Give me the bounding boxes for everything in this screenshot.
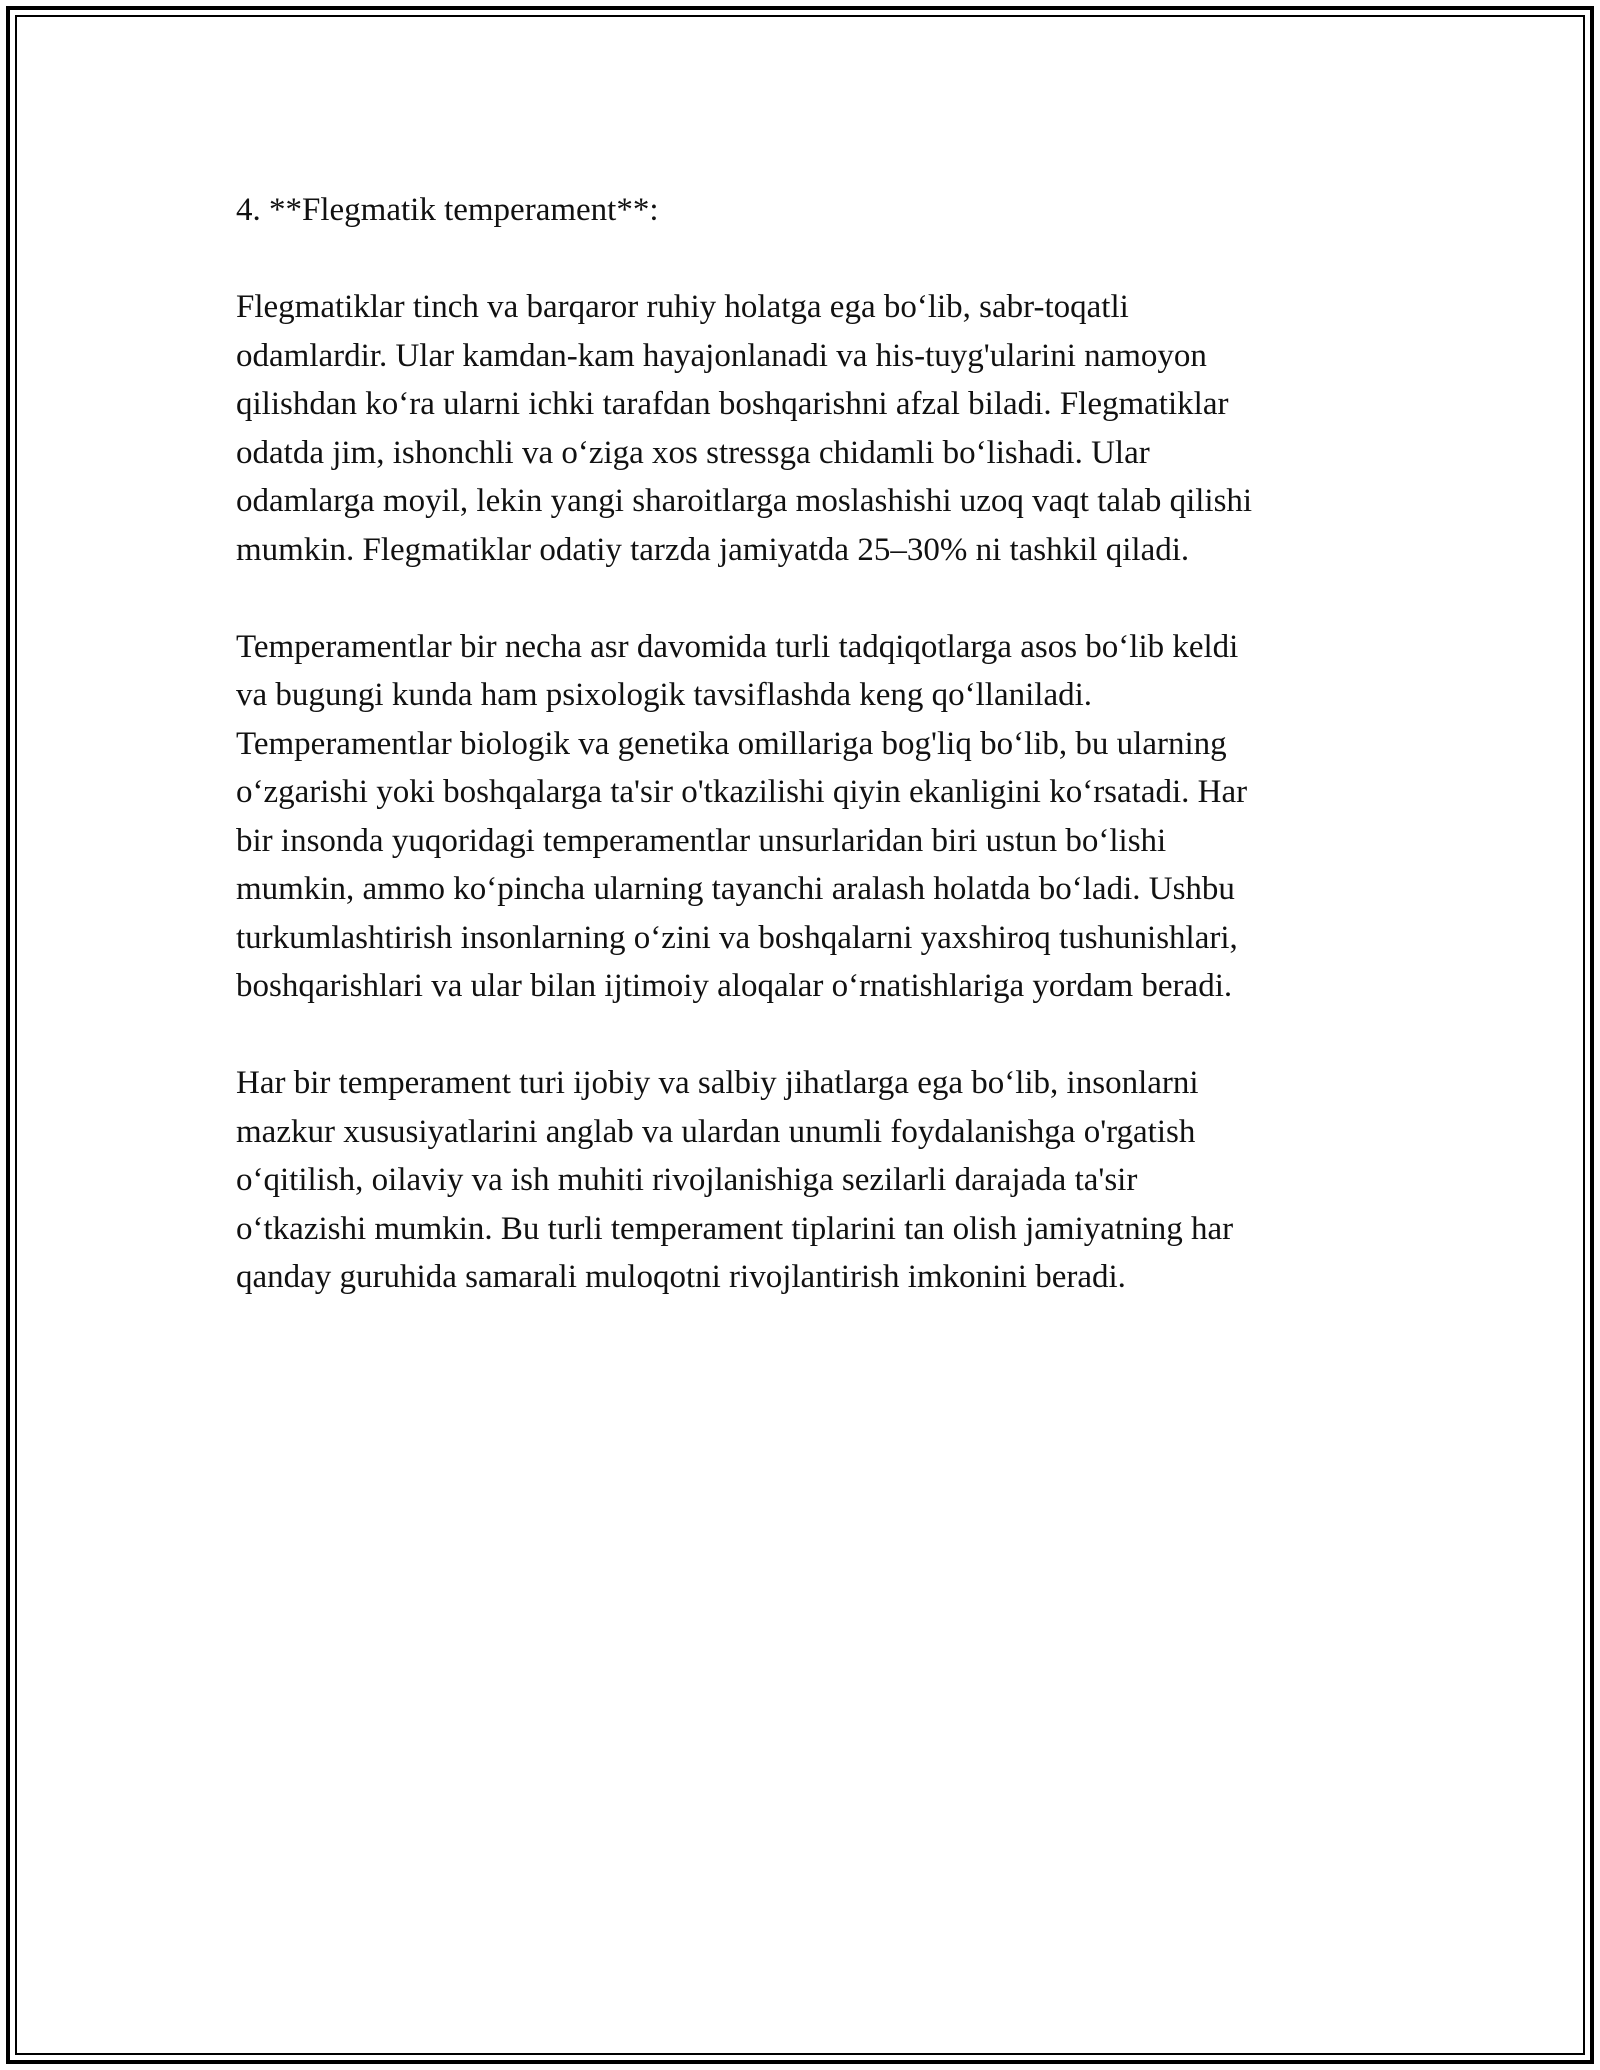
text-line: odamlarga moyil, lekin yangi sharoitlarga moslashishi uzoq vaqt talab qilishi: [236, 483, 1253, 519]
paragraph-temperamentlar: [236, 623, 1386, 1011]
text-line: mumkin. Flegmatiklar odatiy tarzda jamiyatda 25–30% ni tashkil qiladi.: [236, 531, 1190, 568]
text-line: Flegmatiklar tinch va barqaror ruhiy holatga ega bo‘lib, sabr-toqatli: [236, 289, 1129, 325]
text-line: Temperamentlar bir necha asr davomida turli tadqiqotlarga asos bo‘lib keldi: [236, 628, 1239, 665]
section-heading: 4. **Flegmatik temperament**:: [236, 192, 659, 228]
text-line: mumkin, ammo ko‘pincha ularning tayanchi aralash holatda bo‘ladi. Ushbu: [236, 871, 1235, 907]
text-line: bir insonda yuqoridagi temperamentlar unsurlaridan biri ustun bo‘lishi: [236, 822, 1167, 859]
text-line: odamlardir. Ular kamdan-kam hayajonlanadi va his-tuyg'ularini namoyon: [236, 337, 1207, 374]
text-line: qanday guruhida samarali muloqotni rivojlantirish imkonini beradi.: [236, 1259, 1126, 1295]
text-line: odatda jim, ishonchli va o‘ziga xos stressga chidamli bo‘lishadi. Ular: [236, 434, 1150, 471]
paragraph-flegmatik: [236, 283, 1386, 574]
text-line: Temperamentlar biologik va genetika omillariga bog'liq bo‘lib, bu ularning: [236, 725, 1227, 762]
text-line: o‘tkazishi mumkin. Bu turli temperament tiplarini tan olish jamiyatning har: [236, 1210, 1234, 1247]
text-line: turkumlashtirish insonlarning o‘zini va boshqalarni yaxshiroq tushunishlari,: [236, 919, 1238, 956]
text-line: qilishdan ko‘ra ularni ichki tarafdan boshqarishni afzal biladi. Flegmatiklar: [236, 386, 1229, 422]
document-body: [236, 186, 1386, 1350]
text-line: va bugungi kunda ham psixologik tavsiflashda keng qo‘llaniladi.: [236, 677, 1093, 713]
text-line: o‘qitilish, oilaviy va ish muhiti rivojlanishiga sezilarli darajada ta'sir: [236, 1162, 1138, 1198]
text-line: mazkur xususiyatlarini anglab va ulardan unumli foydalanishga o'rgatish: [236, 1113, 1196, 1150]
text-line: o‘zgarishi yoki boshqalarga ta'sir o'tkazilishi qiyin ekanligini ko‘rsatadi. Har: [236, 774, 1248, 810]
paragraph-har-bir: [236, 1059, 1386, 1302]
text-line: boshqarishlari va ular bilan ijtimoiy aloqalar o‘rnatishlariga yordam beradi.: [236, 968, 1233, 1004]
text-line: Har bir temperament turi ijobiy va salbiy jihatlarga ega bo‘lib, insonlarni: [236, 1065, 1199, 1101]
